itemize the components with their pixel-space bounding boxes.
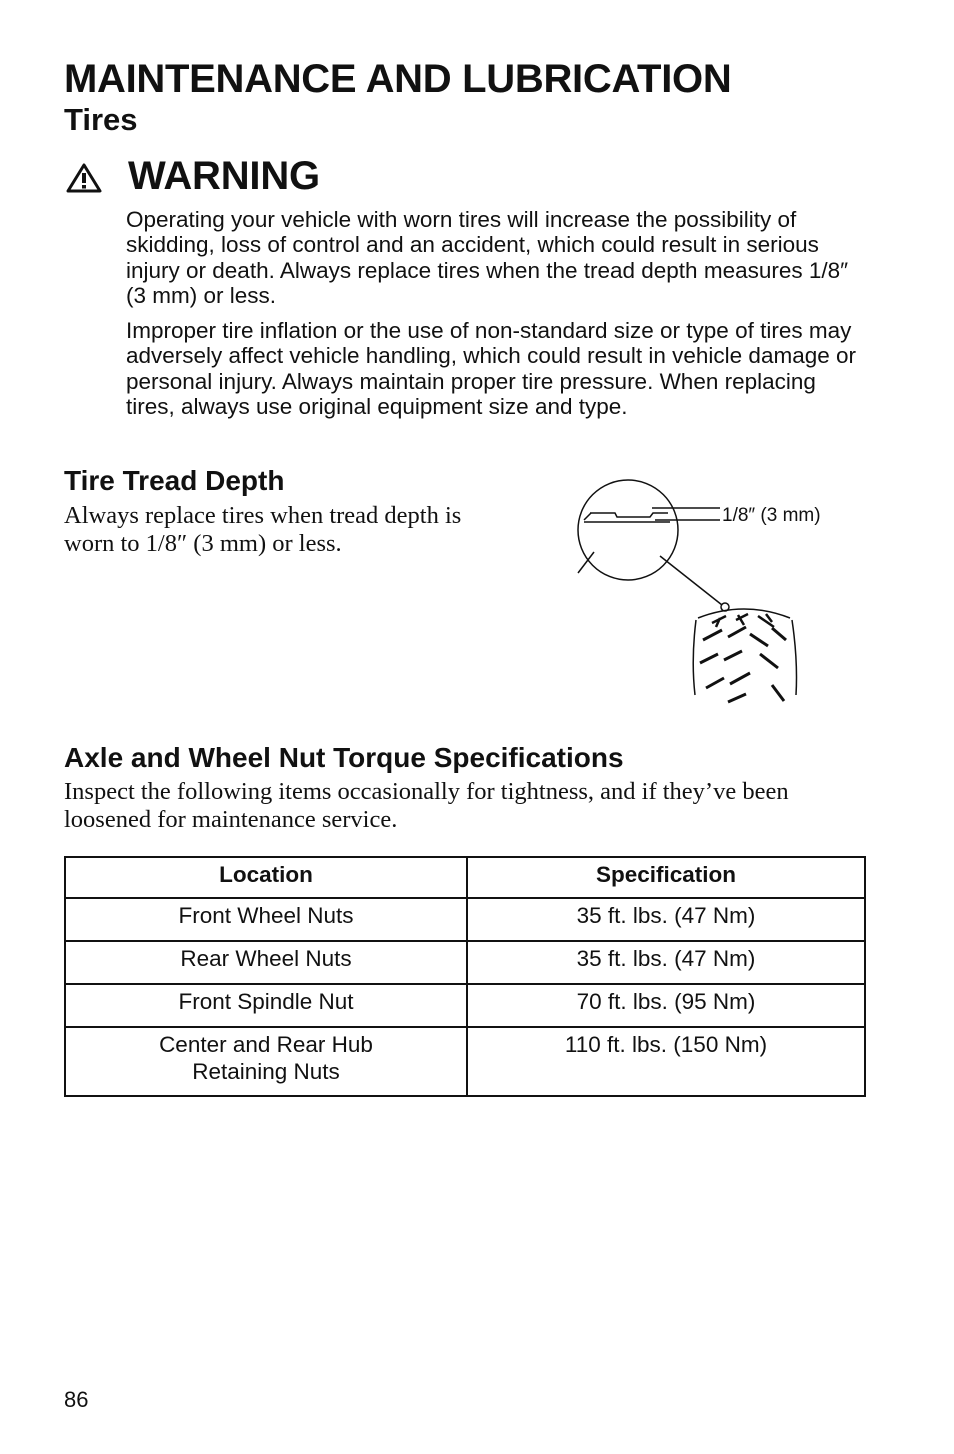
location-cell bbox=[65, 1027, 467, 1096]
specification-cell: 35 ft. lbs. (47 Nm) bbox=[467, 898, 865, 941]
warning-triangle-icon bbox=[66, 163, 102, 193]
column-header-location: Location bbox=[65, 857, 467, 898]
section-title: MAINTENANCE AND LUBRICATION bbox=[64, 57, 732, 101]
tread-depth-callout: 1/8″ (3 mm) bbox=[722, 505, 821, 526]
specification-cell: 35 ft. lbs. (47 Nm) bbox=[467, 941, 865, 984]
warning-paragraph-2: Improper tire inflation or the use of non-standard size or type of tires may adversely affect vehicle handling, which could result in vehicle damage or personal injury. Always maintain proper tire pressure. When replacing tires, always use original equipment size and type. bbox=[126, 318, 856, 419]
tread-depth-text: Always replace tires when tread depth is worn to 1/8″ (3 mm) or less. bbox=[64, 502, 462, 557]
column-header-specification: Specification bbox=[467, 857, 865, 898]
torque-heading: Axle and Wheel Nut Torque Specifications bbox=[64, 742, 624, 773]
location-cell: Front Wheel Nuts bbox=[65, 898, 467, 941]
warning-title: WARNING bbox=[128, 154, 320, 198]
location-line-2: Retaining Nuts bbox=[192, 1059, 340, 1084]
subsection-title: Tires bbox=[64, 102, 138, 137]
torque-spec-table bbox=[64, 856, 866, 1097]
specification-cell: 70 ft. lbs. (95 Nm) bbox=[467, 984, 865, 1027]
location-line-1: Center and Rear Hub bbox=[159, 1032, 373, 1057]
torque-intro-text: Inspect the following items occasionally for tightness, and if they’ve been loosened for maintenance service. bbox=[64, 778, 789, 833]
page-number: 86 bbox=[64, 1387, 89, 1412]
table-header-row bbox=[65, 857, 865, 898]
table-row bbox=[65, 941, 865, 984]
table-row bbox=[65, 898, 865, 941]
table-row bbox=[65, 1027, 865, 1096]
table-row bbox=[65, 984, 865, 1027]
tread-depth-heading: Tire Tread Depth bbox=[64, 465, 285, 496]
specification-cell: 110 ft. lbs. (150 Nm) bbox=[467, 1027, 865, 1096]
location-cell: Front Spindle Nut bbox=[65, 984, 467, 1027]
location-cell: Rear Wheel Nuts bbox=[65, 941, 467, 984]
warning-paragraph-1: Operating your vehicle with worn tires will increase the possibility of skidding, loss of control and an accident, which could result in serious injury or death. Always replace tires when the tread depth measures 1/8″ (3 mm) or less. bbox=[126, 207, 849, 308]
